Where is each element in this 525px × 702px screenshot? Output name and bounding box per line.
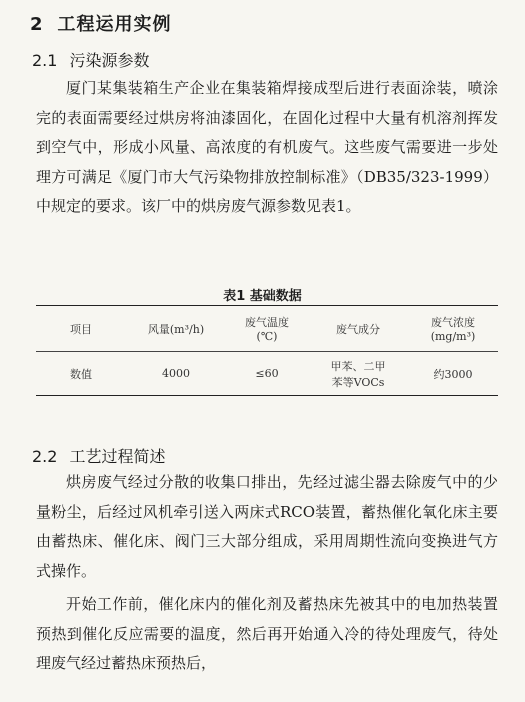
cell-composition-line1: 甲苯、二甲 xyxy=(330,359,386,373)
subsection-number: 2.2 xyxy=(32,447,58,466)
table-header-row xyxy=(36,306,498,352)
header-air-volume: 风量(m³/h) xyxy=(126,306,226,352)
subsection-number: 2.1 xyxy=(32,51,58,70)
header-temperature-unit: (℃) xyxy=(256,330,278,343)
subsection-heading-2-2 xyxy=(32,444,165,467)
paragraph-process-1: 烘房废气经过分散的收集口排出，先经过滤尘器去除废气中的少量粉尘，后经过风机牵引送入两床式RCO装置，蓄热催化氧化床主要由蓄热床、催化床、阀门三大部分组成，采用周期性流向变换进气方式操作。 xyxy=(36,473,498,580)
section-title: 工程运用实例 xyxy=(57,14,172,35)
cell-item: 数值 xyxy=(70,367,92,381)
table-row xyxy=(36,352,498,396)
header-composition: 废气成分 xyxy=(308,306,408,352)
table-title: 表1 基础数据 xyxy=(223,289,302,304)
paragraph-pollution-source: 厦门某集装箱生产企业在集装箱焊接成型后进行表面涂装，喷涂完的表面需要经过烘房将油漆固化，在固化过程中大量有机溶剂挥发到空气中，形成小风量、高浓度的有机废气。这些废气需要进一步处理方可满足《厦门市大气污染物排放控制标准》（DB35/323-1999）中规定的要求。该厂中的烘房废气源参数见表1。 xyxy=(36,79,498,215)
basic-data-table xyxy=(36,305,498,396)
header-concentration-unit: (mg/m³) xyxy=(430,330,476,343)
cell-temperature: ≤60 xyxy=(255,367,279,380)
section-heading-2 xyxy=(30,10,172,36)
subsection-title: 工艺过程简述 xyxy=(69,447,166,466)
header-temperature xyxy=(226,306,308,352)
section-number: 2 xyxy=(30,14,44,35)
paragraph-process-2: 开始工作前，催化床内的催化剂及蓄热床先被其中的电加热装置预热到催化反应需要的温度，然后再开始通入冷的待处理废气，待处理废气经过蓄热床预热后， xyxy=(36,595,498,672)
subsection-title: 污染源参数 xyxy=(69,51,150,70)
cell-composition xyxy=(308,352,408,396)
cell-air-volume: 4000 xyxy=(162,367,190,380)
subsection-heading-2-1 xyxy=(32,48,149,71)
header-concentration xyxy=(408,306,498,352)
header-temperature-label: 废气温度 xyxy=(245,316,289,329)
cell-composition-line2: 苯等VOCs xyxy=(331,375,385,389)
header-concentration-label: 废气浓度 xyxy=(431,316,475,329)
header-item: 项目 xyxy=(36,306,126,352)
cell-concentration: 约3000 xyxy=(433,367,473,381)
